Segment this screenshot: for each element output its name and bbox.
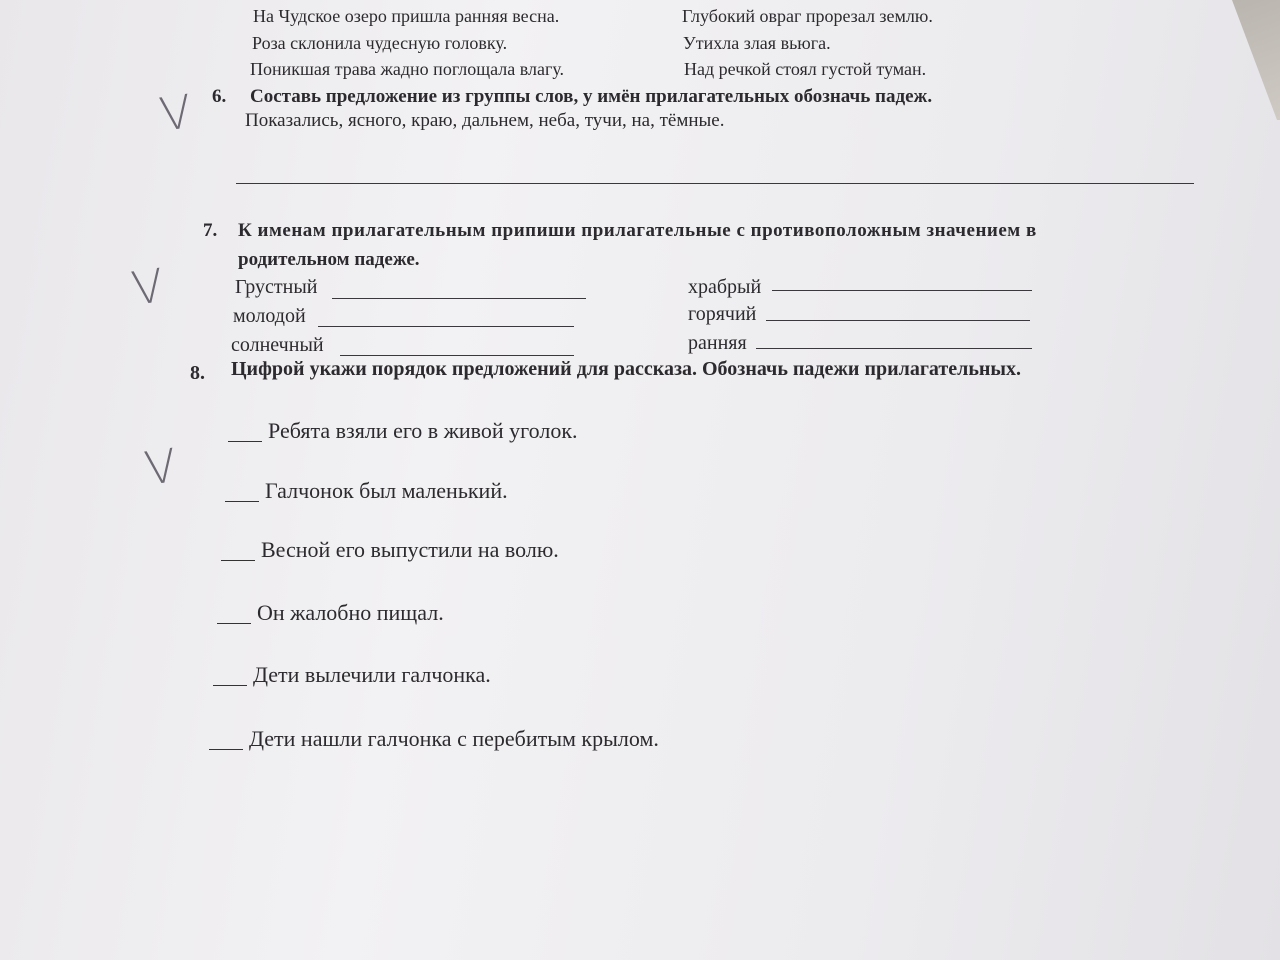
task7-line-right-2 (766, 320, 1030, 321)
task7-line-left-1 (332, 298, 586, 299)
task8-sentence-6: Дети нашли галчонка с перебитым крылом. (249, 726, 659, 751)
task8-title: Цифрой укажи порядок предложений для рассказа. Обозначь падежи прилагательных. (231, 358, 1022, 380)
task8-sentence-1: Ребята взяли его в живой уголок. (268, 418, 578, 443)
task7-line-left-2 (318, 326, 574, 327)
task7-word-right-2: горячий (688, 303, 757, 325)
order-blank-1[interactable] (228, 441, 262, 442)
check-mark-8: V (141, 438, 181, 496)
task7-line-left-3 (340, 355, 574, 356)
sentence-left-3: Поникшая трава жадно поглощала влагу. (250, 59, 565, 79)
task7-word-left-3: солнечный (231, 334, 324, 356)
task7-line-right-3 (756, 348, 1032, 349)
task7-title-line1: К именам прилагательным припиши прилагательные с противоположным значением в (238, 220, 1037, 241)
check-mark-7: V (128, 258, 168, 316)
task8-sentence-4: Он жалобно пищал. (257, 600, 444, 625)
task8-number: 8. (190, 362, 205, 384)
task8-sentence-2: Галчонок был маленький. (265, 478, 508, 503)
order-blank-4[interactable] (217, 623, 251, 624)
task7-word-right-1: храбрый (688, 276, 762, 298)
order-blank-5[interactable] (213, 685, 247, 686)
task7-number: 7. (203, 220, 218, 241)
task8-sentence-3: Весной его выпустили на волю. (261, 537, 559, 562)
task6-number: 6. (212, 86, 227, 107)
task8-sentence-5: Дети вылечили галчонка. (253, 662, 491, 687)
task6-words: Показались, ясного, краю, дальнем, неба, тучи, на, тёмные. (245, 110, 725, 131)
task8-item-3 (221, 537, 559, 563)
sentence-left-1: На Чудское озеро пришла ранняя весна. (253, 6, 560, 26)
sentence-left-2: Роза склонила чудесную головку. (252, 33, 508, 53)
task8-item-5 (213, 662, 491, 688)
task8-item-2 (225, 478, 508, 504)
task8-item-6 (209, 726, 659, 752)
task6-title: Составь предложение из группы слов, у имён прилагательных обозначь падеж. (250, 86, 933, 107)
sentence-right-3: Над речкой стоял густой туман. (684, 59, 927, 79)
task7-word-left-2: молодой (233, 305, 306, 327)
order-blank-3[interactable] (221, 560, 255, 561)
check-mark-6: V (156, 84, 196, 142)
task7-word-left-1: Грустный (235, 276, 318, 298)
task6-answer-line (236, 183, 1194, 184)
sentence-right-2: Утихла злая вьюга. (683, 33, 831, 53)
task8-item-4 (217, 600, 444, 626)
sentence-right-1: Глубокий овраг прорезал землю. (682, 6, 933, 26)
order-blank-6[interactable] (209, 749, 243, 750)
order-blank-2[interactable] (225, 501, 259, 502)
task8-item-1 (228, 418, 578, 444)
task7-title-line2: родительном падеже. (238, 249, 420, 270)
task7-line-right-1 (772, 290, 1032, 291)
task7-word-right-3: ранняя (688, 332, 747, 354)
